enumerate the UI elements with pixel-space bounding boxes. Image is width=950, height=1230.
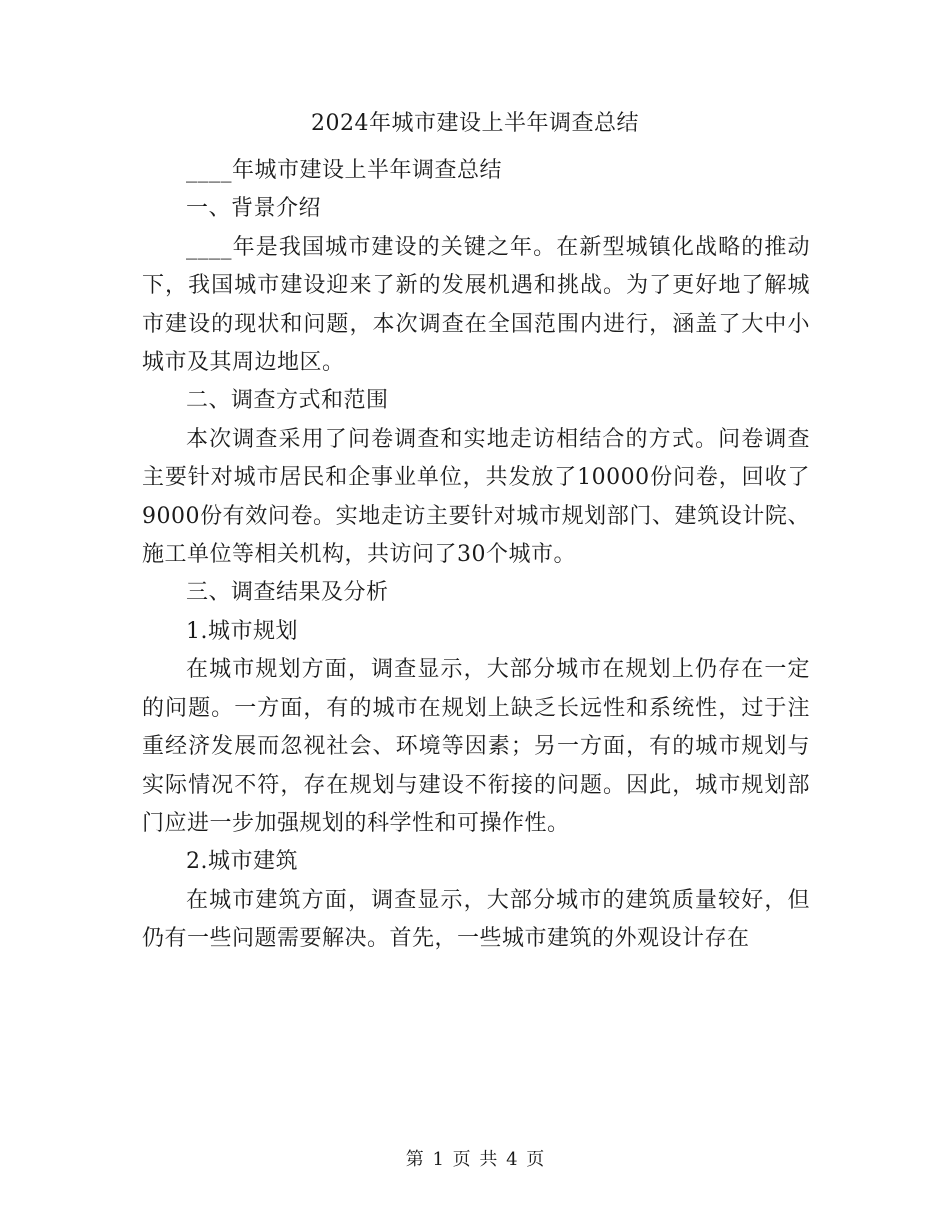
page-footer: 第 1 页 共 4 页 — [405, 1149, 545, 1170]
section-heading-results: 三、调查结果及分析 — [186, 580, 389, 606]
document-body — [142, 152, 810, 959]
section-heading-background: 一、背景介绍 — [186, 196, 322, 222]
subheading-urban-planning: 1.城市规划 — [186, 618, 298, 644]
subtitle-paragraph: ____年城市建设上半年调查总结 — [186, 158, 503, 183]
background-paragraph: ____年是我国城市建设的关键之年。在新型城镇化战略的推动下，我国城市建设迎来了新的发展机遇和挑战。为了更好地了解城市建设的现状和问题，本次调查在全国范围内进行，涵盖了大中小城市及其周边地区。 — [142, 234, 810, 376]
method-paragraph: 本次调查采用了问卷调查和实地走访相结合的方式。问卷调查主要针对城市居民和企事业单位，共发放了10000份问卷，回收了9000份有效问卷。实地走访主要针对城市规划部门、建筑设计院、施工单位等相关机构，共访问了30个城市。 — [142, 426, 810, 568]
subheading-urban-buildings: 2.城市建筑 — [186, 849, 298, 875]
urban-planning-paragraph: 在城市规划方面，调查显示，大部分城市在规划上仍存在一定的问题。一方面，有的城市在规划上缺乏长远性和系统性，过于注重经济发展而忽视社会、环境等因素；另一方面，有的城市规划与实际情况不符，存在规划与建设不衔接的问题。因此，城市规划部门应进一步加强规划的科学性和可操作性。 — [142, 657, 810, 836]
section-heading-method: 二、调查方式和范围 — [186, 388, 389, 414]
urban-buildings-paragraph: 在城市建筑方面，调查显示，大部分城市的建筑质量较好，但仍有一些问题需要解决。首先，一些城市建筑的外观设计存在 — [142, 887, 810, 952]
document-title: 2024年城市建设上半年调查总结 — [311, 111, 639, 136]
